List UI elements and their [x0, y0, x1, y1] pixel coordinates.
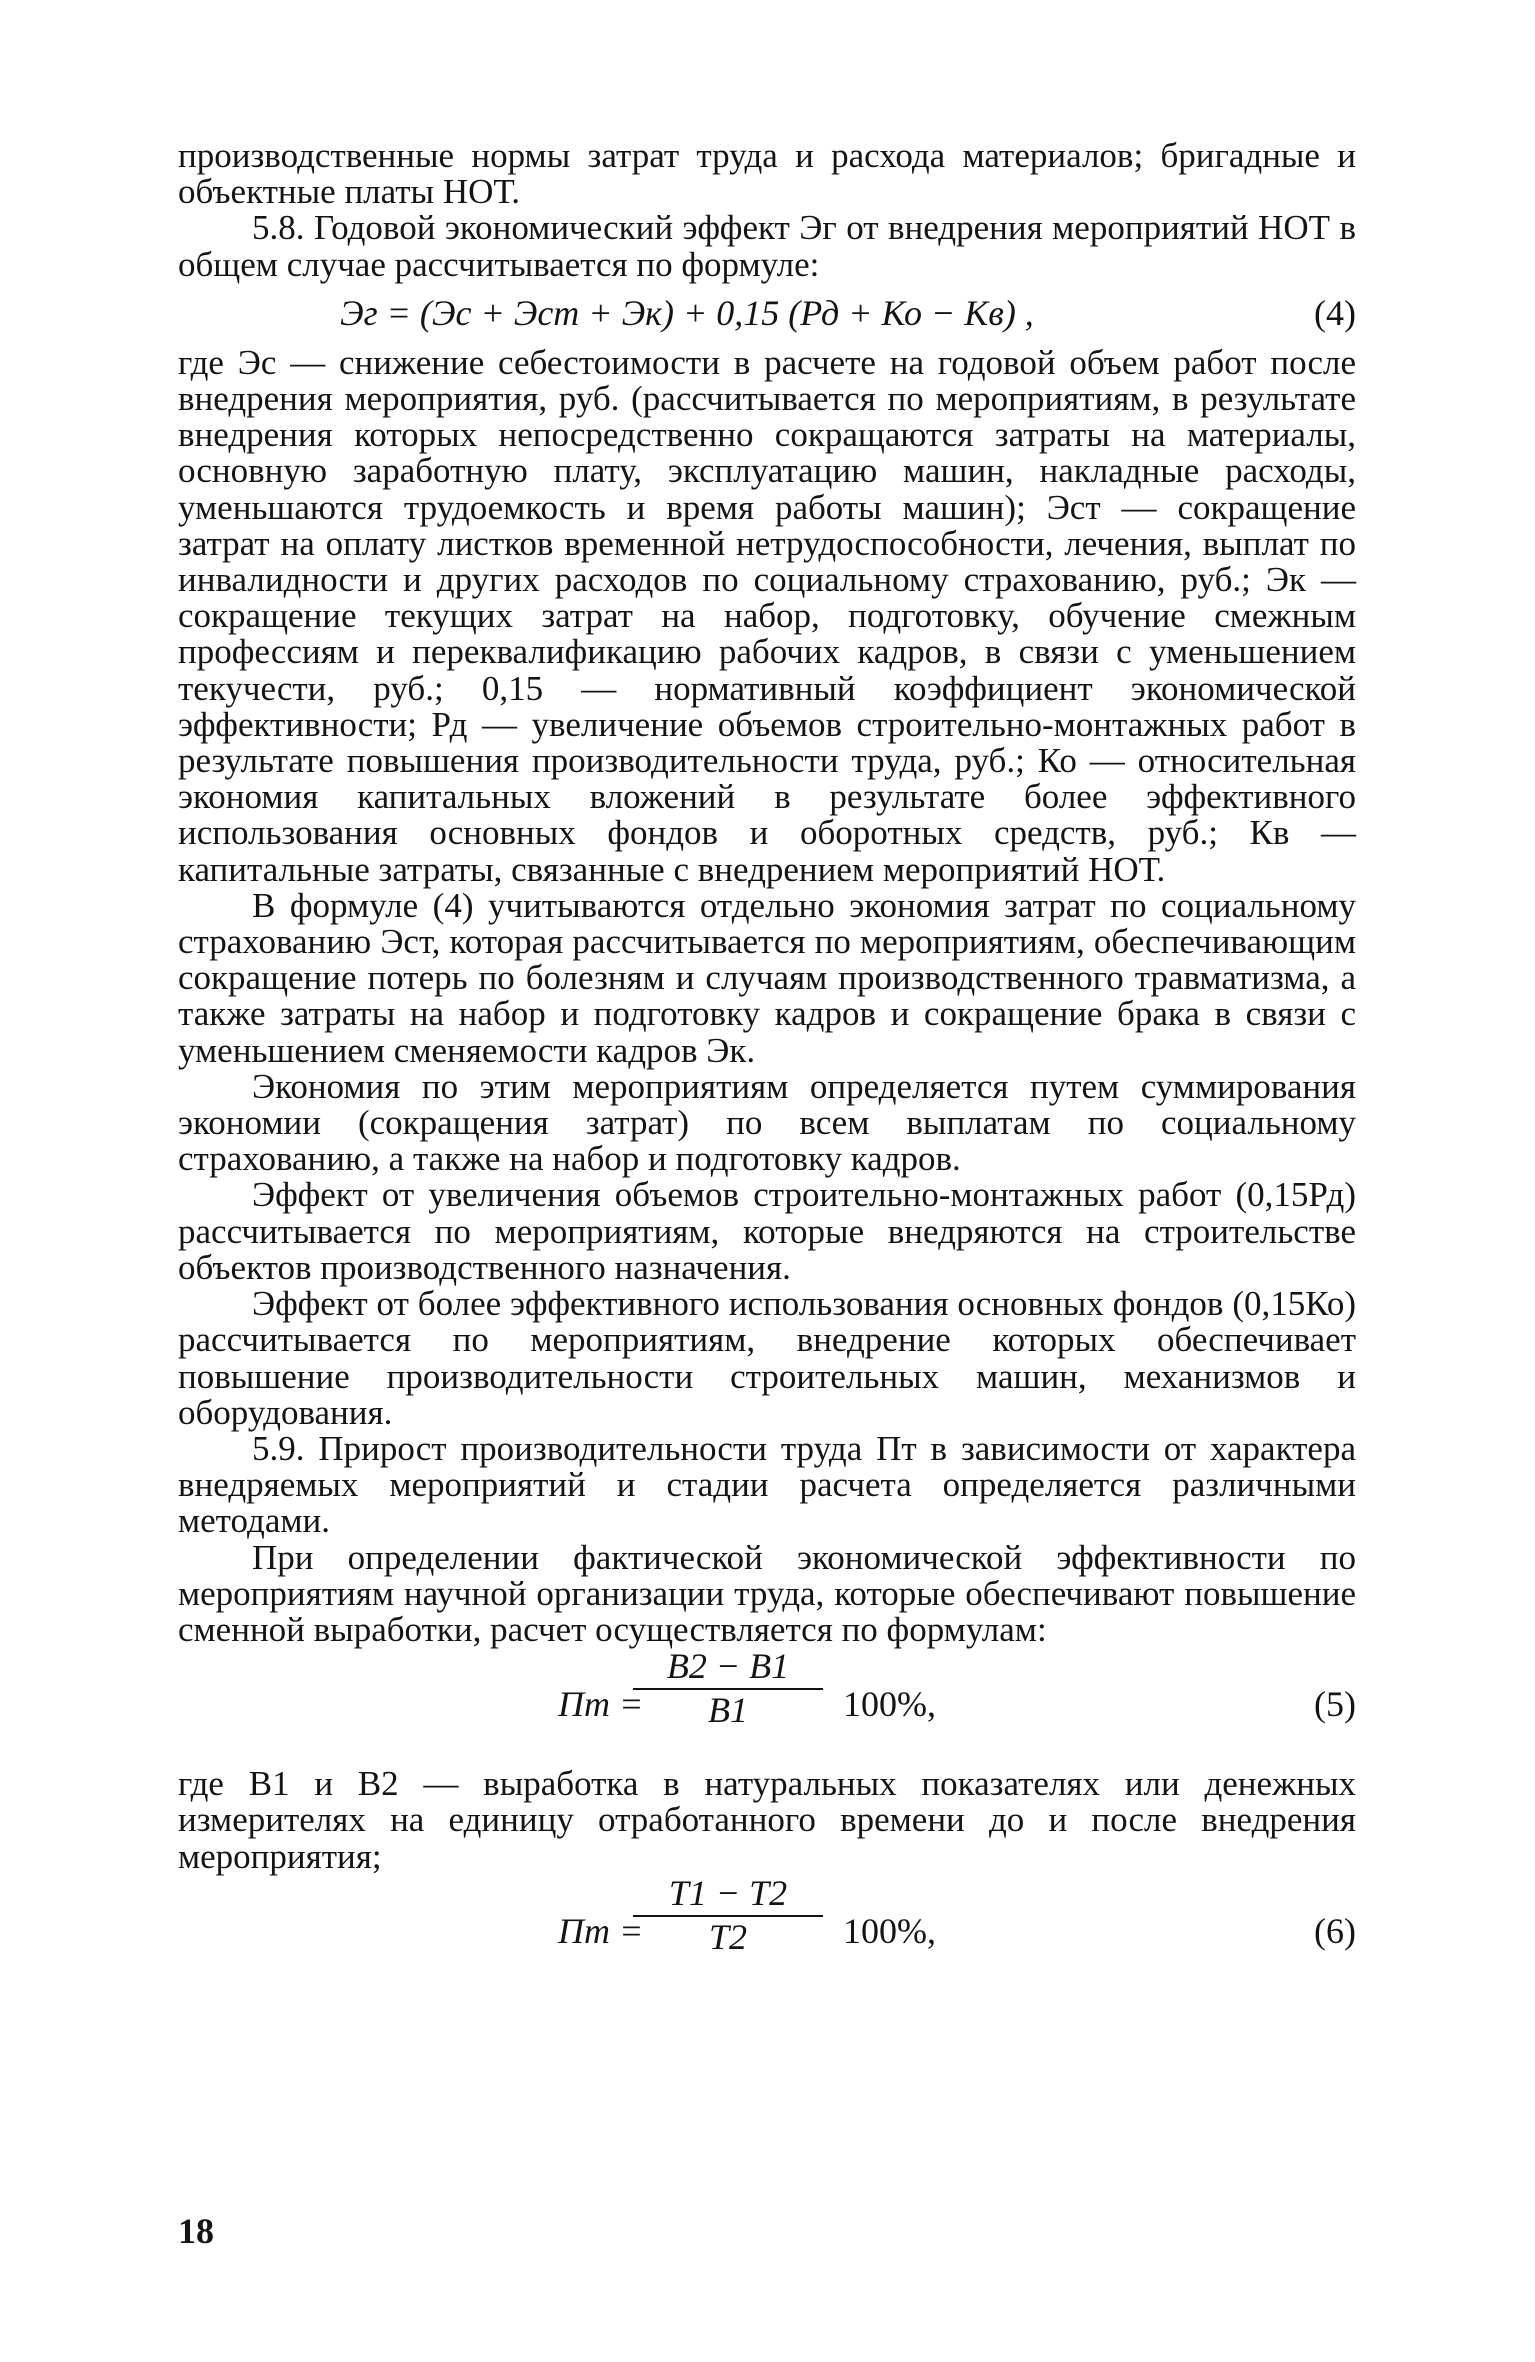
paragraph-formula-4-notes: В формуле (4) учитываются отдельно экономия затрат по социальному страхованию Эст, которая рассчитывается по мероприятиям, обеспечивающим сокращение потерь по болезням и случаям производственного травматизма, а также затраты на набор и подготовку кадров и сокращение брака в связи с уменьшением сменяемости кадров Эк. — [178, 885, 1356, 1070]
formula-5-numerator: В2 − В1 — [633, 1648, 823, 1690]
paragraph-b-definitions: где В1 и В2 — выработка в натуральных показателях или денежных измерителях на единицу отработанного времени до и после внедрения мероприятия; — [178, 1764, 1356, 1876]
paragraph-1: производственные нормы затрат труда и расхода материалов; бригадные и объектные платы НОТ. — [178, 136, 1356, 212]
formula-5-tail: 100%, — [843, 1684, 936, 1725]
formula-6-number: (6) — [1314, 1910, 1356, 1951]
formula-6-denominator: Т2 — [708, 1916, 748, 1957]
formula-5-lhs: Пт = — [558, 1684, 644, 1725]
formula-5-denominator: В1 — [708, 1690, 748, 1731]
formula-6-fraction — [633, 1872, 823, 1957]
formula-4-body: Эг = (Эс + Эст + Эк) + 0,15 (Рд + Ко − Кв) , — [340, 292, 1034, 333]
formula-5 — [178, 1648, 1356, 1766]
paragraph-effect-funds: Эффект от более эффективного использования основных фондов (0,15Ко) рассчитывается по мероприятиям, внедрение которых обеспечивает повышение производительности строительных машин, механизмов и оборудования. — [178, 1284, 1356, 1432]
paragraph-actual-efficiency: При определении фактической экономической эффективности по мероприятиям научной организации труда, которые обеспечивают повышение сменной выработки, расчет осуществляется по формулам: — [178, 1537, 1356, 1649]
formula-6-lhs: Пт = — [558, 1910, 644, 1951]
formula-5-number: (5) — [1314, 1684, 1356, 1725]
formula-4 — [178, 283, 1356, 345]
formula-5-fraction — [633, 1646, 823, 1731]
formula-6-tail: 100%, — [843, 1910, 936, 1951]
formula-6 — [178, 1872, 1356, 1993]
body-text — [178, 138, 1356, 1993]
paragraph-definitions: где Эс — снижение себестоимости в расчете на годовой объем работ после внедрения мероприятия, руб. (рассчитывается по мероприятиям, в результате внедрения которых непосредственно сокращаются затраты на материалы, основную заработную плату, эксплуатацию машин, накладные расходы, уменьшаются трудоемкость и время работы машин); Эст — сокращение затрат на оплату листков временной нетрудоспособности, лечения, выплат по инвалидности и других расходов по социальному страхованию, руб.; Эк — сокращение текущих затрат на набор, подготовку, обучение смежным профессиям и переквалификацию рабочих кадров, в связи с уменьшением текучести, руб.; 0,15 — нормативный коэффициент экономической эффективности; Рд — увеличение объемов строительно-монтажных работ в результате повышения производительности труда, руб.; Ко — относительная экономия капитальных вложений в результате более эффективного использования основных фондов и оборотных средств, руб.; Кв — капитальные затраты, связанные с внедрением мероприятий НОТ. — [178, 342, 1356, 889]
paragraph-economy: Экономия по этим мероприятиям определяется путем суммирования экономии (сокращения затрат) по всем выплатам по социальному страхованию, а также на набор и подготовку кадров. — [178, 1066, 1356, 1179]
paragraph-effect-volume: Эффект от увеличения объемов строительно-монтажных работ (0,15Рд) рассчитывается по мероприятиям, которые внедряются на строительстве объектов производственного назначения. — [178, 1175, 1356, 1287]
page-number: 18 — [178, 2211, 214, 2251]
formula-6-numerator: Т1 − Т2 — [633, 1875, 823, 1917]
paragraph-5-9: 5.9. Прирост производительности труда Пт в зависимости от характера внедряемых мероприятий и стадии расчета определяется различными методами. — [178, 1428, 1356, 1541]
formula-4-number: (4) — [1314, 292, 1356, 333]
paragraph-5-8: 5.8. Годовой экономический эффект Эг от внедрения мероприятий НОТ в общем случае рассчитывается по формуле: — [178, 208, 1356, 284]
